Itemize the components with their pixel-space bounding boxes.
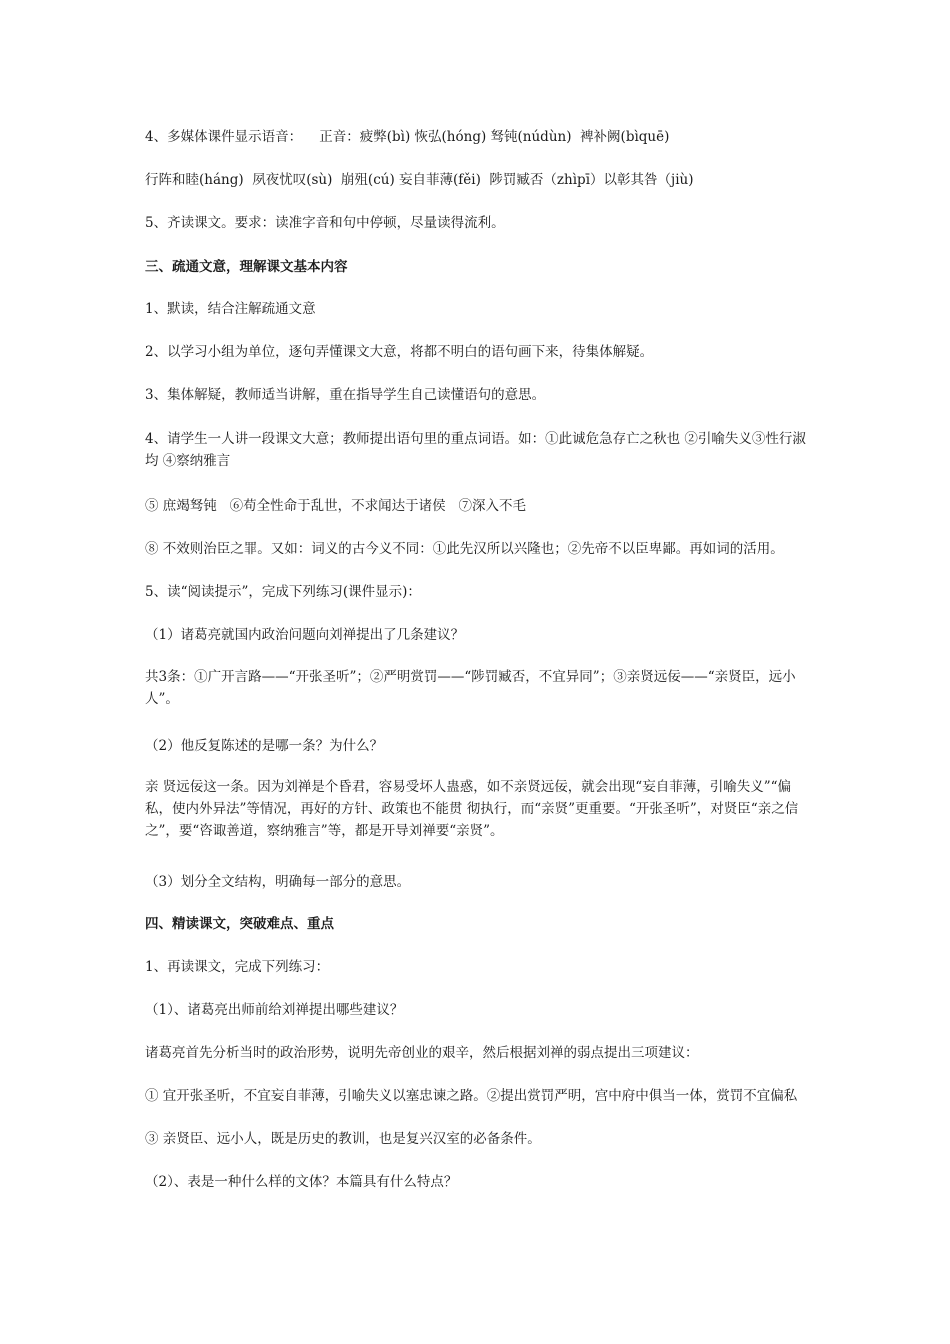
step-1-silent-reading: 1、默读，结合注解疏通文意 bbox=[145, 301, 316, 317]
key-words-continued-1: ⑤ 庶竭驽钝 ⑥苟全性命于乱世，不求闻达于诸侯 ⑦深入不毛 bbox=[145, 498, 527, 514]
question-1: （1）诸葛亮就国内政治问题向刘禅提出了几条建议？ bbox=[145, 627, 465, 643]
key-words-continued-2: ⑧ 不效则治臣之罪。又如：词义的古今义不同：①此先汉所以兴隆也；②先帝不以臣卑鄙。再如词的活用。 bbox=[145, 541, 784, 557]
question-2: （2）他反复陈述的是哪一条？为什么？ bbox=[145, 738, 384, 754]
suggestion-3: ③ 亲贤臣、远小人，既是历史的教训，也是复兴汉室的必备条件。 bbox=[145, 1131, 541, 1147]
section-heading-3: 三、疏通文意，理解课文基本内容 bbox=[145, 259, 348, 275]
step-3-collective-resolution: 3、集体解疑，教师适当讲解，重在指导学生自己读懂语句的意思。 bbox=[145, 387, 546, 403]
intensive-question-2: （2）、表是一种什么样的文体？本篇具有什么特点？ bbox=[145, 1174, 458, 1190]
answer-2: 亲 贤远佞这一条。因为刘禅是个昏君，容易受坏人蛊惑，如不亲贤远佞，就会出现“妄自菲薄，引喻失义”“偏私，使内外异法”等情况，再好的方针、政策也不能贯 彻执行，而“亲贤”更重要。“开张圣听”，对贤臣“亲之信之”，要“咨诹善道，察纳雅言”等，都是开导刘禅要“亲贤”。 bbox=[145, 779, 799, 839]
step-4-key-words: 4、请学生一人讲一段课文大意；教师提出语句里的重点词语。如：①此诚危急存亡之秋也 ②引喻失义③性行淑均 ④察纳雅言 bbox=[145, 431, 806, 469]
section-heading-4: 四、精读课文，突破难点、重点 bbox=[145, 916, 334, 932]
pronunciation-line-2: 行阵和睦(háng) 夙夜忧叹(sù) 崩殂(cú) 妄自菲薄(fěi) 陟罚臧否（zhìpī）以彰其咎（jiù) bbox=[145, 172, 694, 188]
answer-1: 共3条：①广开言路——“开张圣听”；②严明赏罚——“陟罚臧否，不宜异同”；③亲贤远佞——“亲贤臣，远小人”。 bbox=[145, 669, 796, 707]
suggestion-1-2: ① 宜开张圣听，不宜妄自菲薄，引喻失义以塞忠谏之路。②提出赏罚严明，宫中府中俱当一体，赏罚不宜偏私 bbox=[145, 1088, 798, 1104]
question-3: （3）划分全文结构，明确每一部分的意思。 bbox=[145, 874, 411, 890]
step-5-reading-tips: 5、读“阅读提示”，完成下列练习(课件显示)： bbox=[145, 584, 421, 600]
intensive-question-1: （1）、诸葛亮出师前给刘禅提出哪些建议？ bbox=[145, 1002, 404, 1018]
intensive-answer-intro: 诸葛亮首先分析当时的政治形势，说明先帝创业的艰辛，然后根据刘禅的弱点提出三项建议： bbox=[145, 1045, 699, 1061]
reading-requirement: 5、齐读课文。要求：读准字音和句中停顿，尽量读得流利。 bbox=[145, 215, 505, 231]
intensive-step-1: 1、再读课文，完成下列练习： bbox=[145, 959, 330, 975]
pronunciation-line-1: 4、多媒体课件显示语音： 正音：疲弊(bì) 恢弘(hóng) 驽钝(núdùn) 裨补阙(bìquē) bbox=[145, 129, 670, 145]
step-2-group-study: 2、以学习小组为单位，逐句弄懂课文大意，将都不明白的语句画下来，待集体解疑。 bbox=[145, 344, 654, 360]
